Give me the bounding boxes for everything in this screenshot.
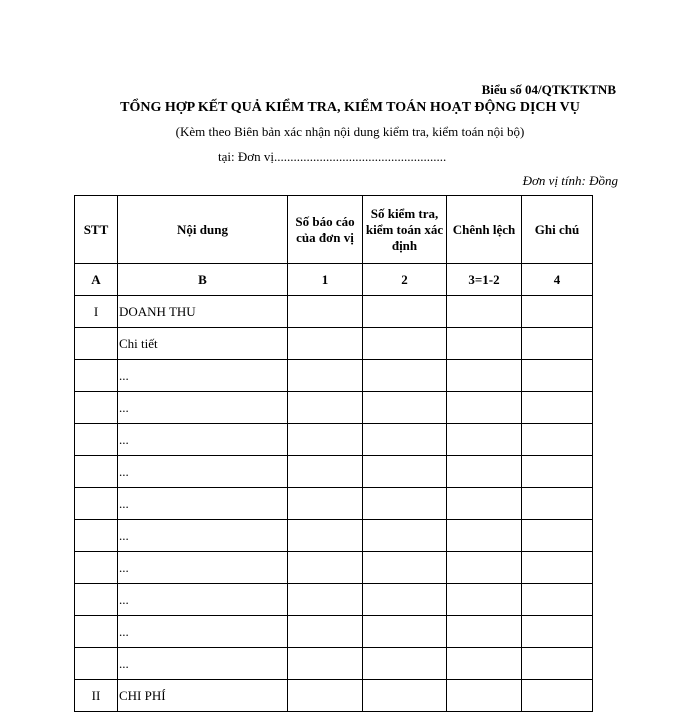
note-cell: [522, 456, 593, 488]
audited-value-cell: [363, 360, 447, 392]
difference-cell: [447, 456, 522, 488]
report-table: [74, 195, 593, 712]
index-cell: 3=1-2: [447, 264, 522, 296]
column-header-difference: Chênh lệch: [447, 196, 522, 264]
content-cell: ...: [118, 616, 288, 648]
note-cell: [522, 360, 593, 392]
difference-cell: [447, 584, 522, 616]
difference-cell: [447, 360, 522, 392]
column-header-content: Nội dung: [118, 196, 288, 264]
note-cell: [522, 648, 593, 680]
audited-value-cell: [363, 424, 447, 456]
content-cell: ...: [118, 648, 288, 680]
stt-cell: [75, 584, 118, 616]
table-header-row: [75, 196, 593, 264]
audited-value-cell: [363, 680, 447, 712]
audited-value-cell: [363, 552, 447, 584]
currency-unit: Đơn vị tính: Đồng: [522, 173, 618, 188]
note-cell: [522, 584, 593, 616]
difference-cell: [447, 488, 522, 520]
note-cell: [522, 552, 593, 584]
difference-cell: [447, 328, 522, 360]
audited-value-cell: [363, 456, 447, 488]
content-cell: ...: [118, 360, 288, 392]
difference-cell: [447, 616, 522, 648]
content-cell: ...: [118, 488, 288, 520]
table-row: [75, 424, 593, 456]
column-header-note: Ghi chú: [522, 196, 593, 264]
column-index-row: [75, 264, 593, 296]
index-cell: 1: [288, 264, 363, 296]
table-row: [75, 584, 593, 616]
difference-cell: [447, 680, 522, 712]
table-row: [75, 392, 593, 424]
unit-location-line: tại: Đơn vị.....................................................: [218, 149, 447, 164]
audited-value-cell: [363, 648, 447, 680]
table-row: [75, 616, 593, 648]
audited-value-cell: [363, 296, 447, 328]
stt-cell: [75, 648, 118, 680]
audited-value-cell: [363, 584, 447, 616]
content-cell: DOANH THU: [118, 296, 288, 328]
stt-cell: [75, 520, 118, 552]
table-row: [75, 552, 593, 584]
content-cell: ...: [118, 552, 288, 584]
content-cell: ...: [118, 456, 288, 488]
column-header-reported: Số báo cáo của đơn vị: [288, 196, 363, 264]
note-cell: [522, 424, 593, 456]
reported-value-cell: [288, 520, 363, 552]
table-row: [75, 328, 593, 360]
stt-cell: II: [75, 680, 118, 712]
reported-value-cell: [288, 584, 363, 616]
table-row: [75, 360, 593, 392]
reported-value-cell: [288, 456, 363, 488]
difference-cell: [447, 648, 522, 680]
note-cell: [522, 616, 593, 648]
audited-value-cell: [363, 616, 447, 648]
reported-value-cell: [288, 488, 363, 520]
reported-value-cell: [288, 392, 363, 424]
table-row: [75, 520, 593, 552]
reported-value-cell: [288, 424, 363, 456]
stt-cell: [75, 616, 118, 648]
reported-value-cell: [288, 648, 363, 680]
table-row: [75, 680, 593, 712]
document-title: TỔNG HỢP KẾT QUẢ KIỂM TRA, KIỂM TOÁN HOẠT ĐỘNG DỊCH VỤ: [120, 100, 580, 115]
audited-value-cell: [363, 392, 447, 424]
reported-value-cell: [288, 360, 363, 392]
reported-value-cell: [288, 296, 363, 328]
note-cell: [522, 392, 593, 424]
column-header-audited: Số kiểm tra, kiểm toán xác định: [363, 196, 447, 264]
stt-cell: I: [75, 296, 118, 328]
note-cell: [522, 488, 593, 520]
stt-cell: [75, 424, 118, 456]
table-row: [75, 488, 593, 520]
stt-cell: [75, 456, 118, 488]
column-header-stt: STT: [75, 196, 118, 264]
reported-value-cell: [288, 616, 363, 648]
note-cell: [522, 328, 593, 360]
audited-value-cell: [363, 488, 447, 520]
content-cell: ...: [118, 424, 288, 456]
note-cell: [522, 520, 593, 552]
audited-value-cell: [363, 520, 447, 552]
note-cell: [522, 680, 593, 712]
table-row: [75, 456, 593, 488]
note-cell: [522, 296, 593, 328]
stt-cell: [75, 360, 118, 392]
difference-cell: [447, 392, 522, 424]
difference-cell: [447, 424, 522, 456]
difference-cell: [447, 296, 522, 328]
stt-cell: [75, 488, 118, 520]
content-cell: ...: [118, 520, 288, 552]
difference-cell: [447, 552, 522, 584]
stt-cell: [75, 392, 118, 424]
reported-value-cell: [288, 552, 363, 584]
index-cell: A: [75, 264, 118, 296]
index-cell: 4: [522, 264, 593, 296]
table-row: [75, 296, 593, 328]
difference-cell: [447, 520, 522, 552]
index-cell: 2: [363, 264, 447, 296]
stt-cell: [75, 552, 118, 584]
table-body: [75, 264, 593, 712]
form-code: Biểu số 04/QTKTKTNB: [481, 82, 616, 97]
audited-value-cell: [363, 328, 447, 360]
content-cell: ...: [118, 392, 288, 424]
content-cell: CHI PHÍ: [118, 680, 288, 712]
index-cell: B: [118, 264, 288, 296]
stt-cell: [75, 328, 118, 360]
reported-value-cell: [288, 328, 363, 360]
document-subtitle: (Kèm theo Biên bản xác nhận nội dung kiểm tra, kiểm toán nội bộ): [175, 124, 525, 139]
content-cell: ...: [118, 584, 288, 616]
content-cell: Chi tiết: [118, 328, 288, 360]
table-row: [75, 648, 593, 680]
reported-value-cell: [288, 680, 363, 712]
